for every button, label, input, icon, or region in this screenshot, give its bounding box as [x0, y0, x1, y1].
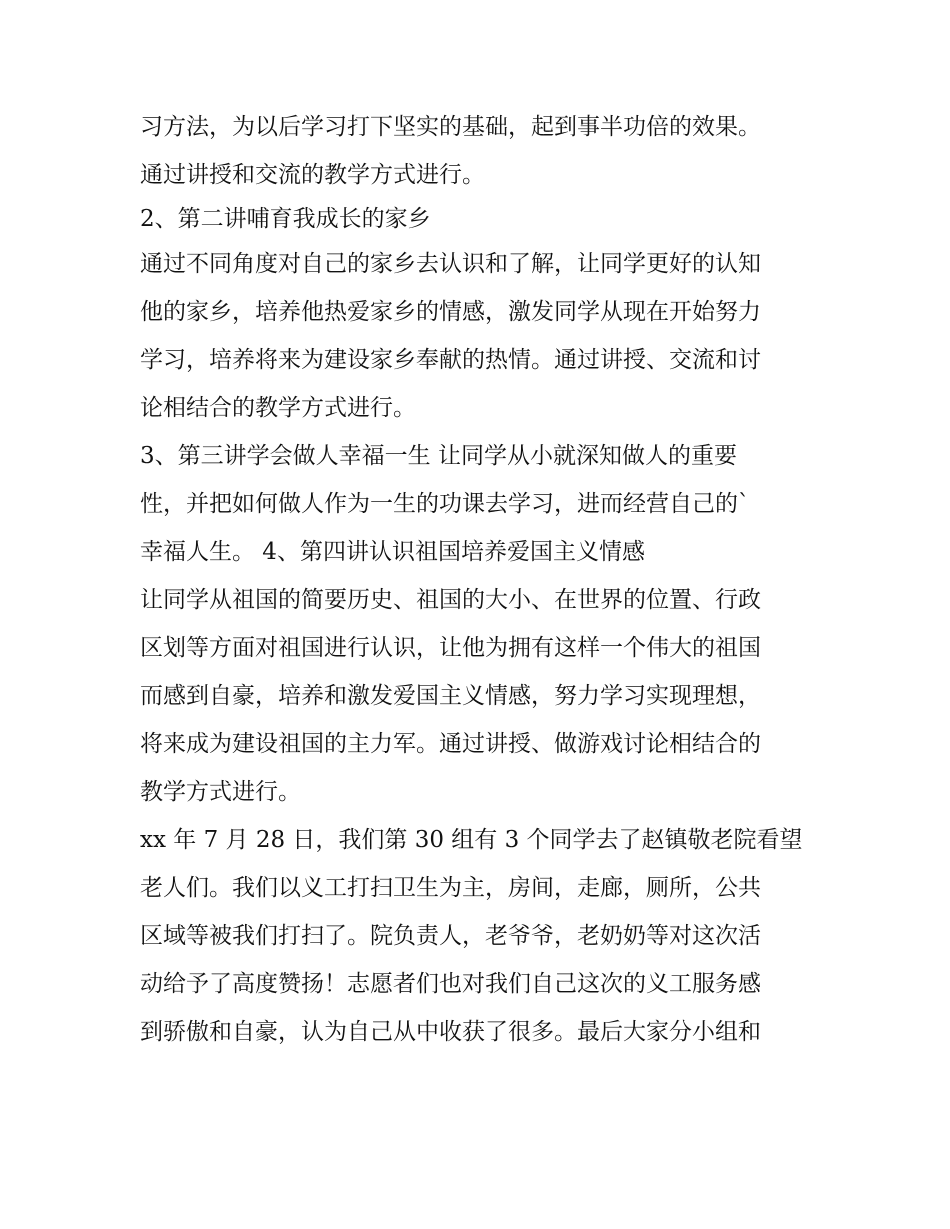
- text-line: 幸福人生。 4、第四讲认识祖国培养爱国主义情感: [140, 539, 645, 565]
- text-line: 论相结合的教学方式进行。: [140, 395, 416, 421]
- text-line: 学习，培养将来为建设家乡奉献的热情。通过讲授、交流和讨: [140, 347, 761, 373]
- text-line: 性，并把如何做人作为一生的功课去学习，进而经营自己的`: [140, 491, 750, 517]
- text-line: 动给予了高度赞扬！志愿者们也对我们自己这次的义工服务感: [140, 971, 761, 997]
- text-line: 2、第二讲哺育我成长的家乡: [140, 206, 431, 232]
- text-line: 区域等被我们打扫了。院负责人，老爷爷，老奶奶等对这次活: [140, 923, 761, 949]
- text-line: 3、第三讲学会做人幸福一生 让同学从小就深知做人的重要: [140, 443, 737, 469]
- text-line: 让同学从祖国的简要历史、祖国的大小、在世界的位置、行政: [140, 587, 761, 613]
- text-line: 教学方式进行。: [140, 779, 301, 805]
- text-line: 区划等方面对祖国进行认识，让他为拥有这样一个伟大的祖国: [140, 635, 761, 661]
- text-line: 通过讲授和交流的教学方式进行。: [140, 162, 485, 188]
- text-line: xx 年 7 月 28 日，我们第 30 组有 3 个同学去了赵镇敬老院看望: [140, 827, 803, 853]
- text-line: 将来成为建设祖国的主力军。通过讲授、做游戏讨论相结合的: [140, 731, 761, 757]
- text-line: 习方法，为以后学习打下坚实的基础，起到事半功倍的效果。: [140, 114, 761, 140]
- text-line: 通过不同角度对自己的家乡去认识和了解，让同学更好的认知: [140, 251, 761, 277]
- text-line: 到骄傲和自豪，认为自己从中收获了很多。最后大家分小组和: [140, 1019, 761, 1045]
- text-line: 老人们。我们以义工打扫卫生为主，房间，走廊，厕所，公共: [140, 875, 761, 901]
- text-line: 他的家乡，培养他热爱家乡的情感，激发同学从现在开始努力: [140, 299, 761, 325]
- body-text: [140, 103, 830, 1056]
- text-line: 而感到自豪，培养和激发爱国主义情感，努力学习实现理想，: [140, 683, 761, 709]
